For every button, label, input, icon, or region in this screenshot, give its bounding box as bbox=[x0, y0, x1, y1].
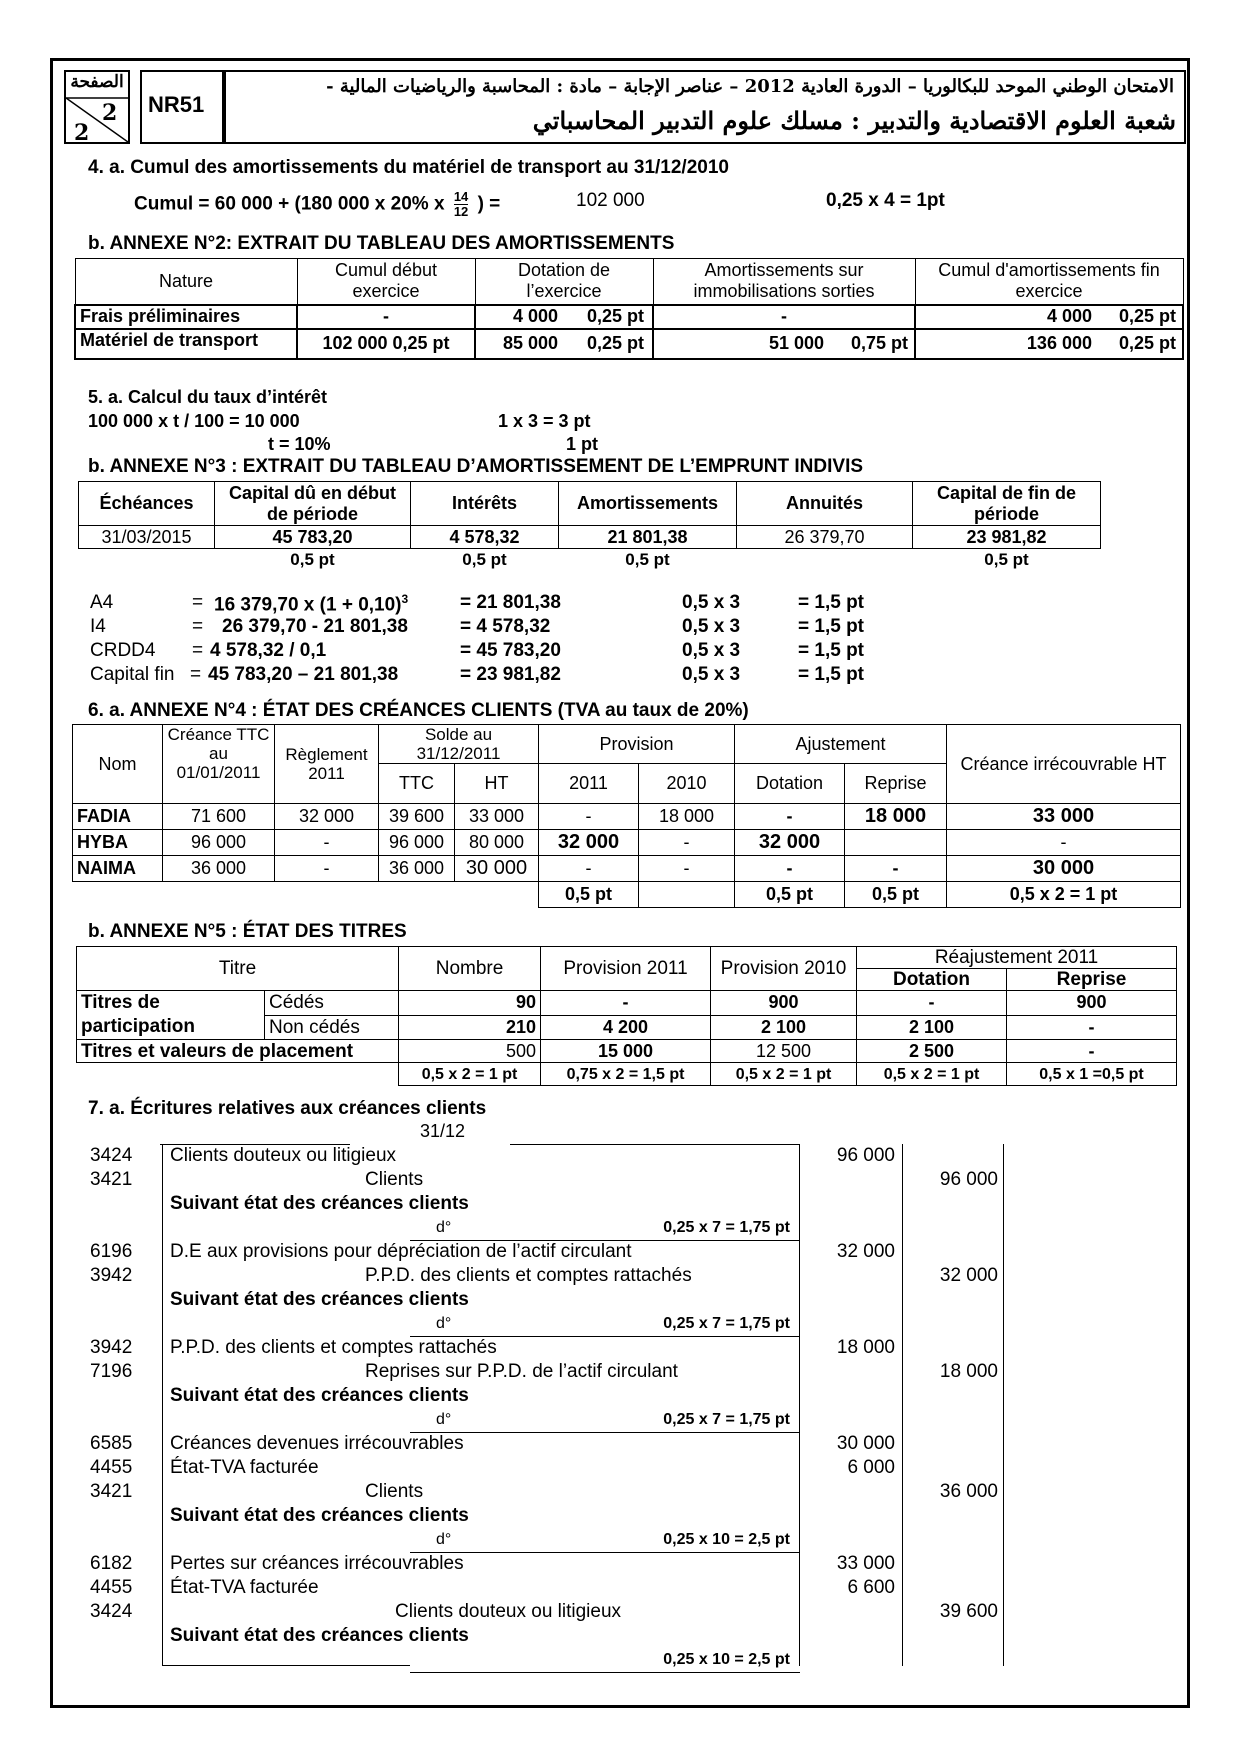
journal-account: 3942 bbox=[90, 1337, 133, 1358]
page-number-box bbox=[64, 70, 130, 144]
a4-r3-dotation: - bbox=[735, 856, 845, 882]
a5-h-nombre: Nombre bbox=[399, 947, 541, 991]
a4-r2-reprise bbox=[845, 830, 947, 856]
table-row bbox=[77, 991, 1177, 1016]
a5-h-titre: Titre bbox=[77, 947, 399, 991]
a5-r1-p2011: - bbox=[541, 991, 711, 1016]
a2-r2-fin bbox=[915, 329, 1183, 359]
a4-r2-p2011: 32 000 bbox=[539, 830, 639, 856]
a5-pt-3: 0,5 x 2 = 1 pt bbox=[711, 1063, 857, 1086]
a4-r1-p2011: - bbox=[539, 804, 639, 830]
a5-r2-reprise: - bbox=[1007, 1015, 1177, 1040]
q4-fraction bbox=[454, 190, 468, 219]
a5-pt-5: 0,5 x 1 =0,5 pt bbox=[1007, 1063, 1177, 1086]
a2-r2-cumul: 102 000 0,25 pt bbox=[297, 329, 475, 359]
a4-r3-reglement: - bbox=[275, 856, 379, 882]
a5-h-reaj: Réajustement 2011 bbox=[857, 947, 1177, 969]
a5-participation: Titres de participation bbox=[77, 991, 265, 1040]
a4-r3-ht: 30 000 bbox=[455, 856, 539, 882]
journal-account: 6585 bbox=[90, 1433, 133, 1454]
a5-h-prov2011: Provision 2011 bbox=[541, 947, 711, 991]
journal-reference: Suivant état des créances clients bbox=[170, 1385, 469, 1406]
a4-r2-dotation: 32 000 bbox=[735, 830, 845, 856]
calc-a4-res: = 21 801,38 bbox=[460, 592, 561, 613]
a3-h-echeances: Échéances bbox=[79, 482, 215, 526]
q5-eq2: t = 10% bbox=[268, 434, 331, 454]
a3-r-amortissements: 21 801,38 bbox=[559, 526, 737, 549]
a2-r2-dot-p: 0,25 pt bbox=[586, 333, 644, 353]
calc-a4-pt: = 1,5 pt bbox=[798, 592, 864, 613]
table-row bbox=[77, 1040, 1177, 1063]
a2-r1-sorties: - bbox=[653, 305, 915, 329]
a2-r1-dot-p: 0,25 pt bbox=[586, 306, 644, 326]
journal-date-line-right bbox=[510, 1144, 800, 1145]
a5-placement-p2011: 15 000 bbox=[541, 1040, 711, 1063]
journal-account: 6196 bbox=[90, 1241, 133, 1262]
journal-entry-separator bbox=[410, 1552, 800, 1553]
journal-debit: 32 000 bbox=[836, 1241, 895, 1262]
journal-credit: 39 600 bbox=[939, 1601, 998, 1622]
a4-r3-ttc: 36 000 bbox=[379, 856, 455, 882]
journal-account: 4455 bbox=[90, 1457, 133, 1478]
annexe3-table bbox=[78, 481, 1101, 571]
journal-debit: 33 000 bbox=[836, 1553, 895, 1574]
journal-ditto: d° bbox=[436, 1531, 452, 1548]
journal-ditto: d° bbox=[436, 1411, 452, 1428]
a2-r2-nature: Matériel de transport bbox=[75, 329, 297, 359]
a3-r-echeance: 31/03/2015 bbox=[79, 526, 215, 549]
q7-title: 7. a. Écritures relatives aux créances clients bbox=[88, 1098, 487, 1119]
journal-label: Créances devenues irrécouvrables bbox=[170, 1433, 464, 1454]
a4-r2-irrec: - bbox=[947, 830, 1181, 856]
a4-pt-4: 0,5 x 2 = 1 pt bbox=[947, 882, 1181, 908]
q5-eq1: 100 000 x t / 100 = 10 000 bbox=[88, 411, 300, 431]
a5-placement-reprise: - bbox=[1007, 1040, 1177, 1063]
page-label: الصفحة bbox=[70, 72, 124, 92]
journal-debit: 6 600 bbox=[847, 1577, 895, 1598]
a4-h-irrec: Créance irrécouvrable HT bbox=[947, 725, 1181, 804]
journal-account: 3424 bbox=[90, 1601, 133, 1622]
q5-title: 5. a. Calcul du taux d’intérêt bbox=[88, 387, 328, 407]
journal-debit: 6 000 bbox=[847, 1457, 895, 1478]
a2-r1-fin bbox=[915, 305, 1183, 329]
journal-label: Clients douteux ou litigieux bbox=[395, 1601, 622, 1622]
a4-h-2011: 2011 bbox=[539, 764, 639, 804]
annexe2-title: b. ANNEXE N°2: EXTRAIT DU TABLEAU DES AMORTISSEMENTS bbox=[88, 233, 675, 254]
a4-pt-1: 0,5 pt bbox=[539, 882, 639, 908]
a3-pt-3: 0,5 pt bbox=[625, 550, 670, 570]
calc-capfin-pt: = 1,5 pt bbox=[798, 664, 864, 685]
a4-pt-3: 0,5 pt bbox=[845, 882, 947, 908]
a5-r2-p2011: 4 200 bbox=[541, 1015, 711, 1040]
a4-r1-p2010: 18 000 bbox=[639, 804, 735, 830]
a3-pt-2: 0,5 pt bbox=[462, 550, 507, 570]
a3-h-amortissements: Amortissements bbox=[559, 482, 737, 526]
a5-r1-reprise: 900 bbox=[1007, 991, 1177, 1016]
a3-r-interets: 4 578,32 bbox=[411, 526, 559, 549]
journal-points: 0,25 x 7 = 1,75 pt bbox=[663, 1411, 790, 1428]
calc-a4-eq: = bbox=[192, 592, 204, 613]
calc-i4-label: I4 bbox=[90, 616, 106, 637]
a5-r2-nombre: 210 bbox=[399, 1015, 541, 1040]
journal-reference: Suivant état des créances clients bbox=[170, 1505, 469, 1526]
table-row bbox=[73, 856, 1181, 882]
annexe5-title: b. ANNEXE N°5 : ÉTAT DES TITRES bbox=[88, 921, 407, 942]
exam-title-line1: الامتحان الوطني الموحد للبكالوريا – الدورة العادية 2012 – عناصر الإجابة – مادة : المحاسبة والرياضيات المالية - bbox=[326, 76, 1174, 97]
calc-capfin-label: Capital fin bbox=[90, 664, 175, 685]
calc-crdd4-label: CRDD4 bbox=[90, 640, 156, 661]
journal-date: 31/12 bbox=[420, 1121, 466, 1141]
table-row bbox=[73, 830, 1181, 856]
a4-r1-reprise: 18 000 bbox=[845, 804, 947, 830]
a5-r2-label: Non cédés bbox=[265, 1015, 399, 1040]
a2-r2-sort-p: 0,75 pt bbox=[850, 333, 908, 353]
journal-entry-separator bbox=[410, 1672, 800, 1673]
journal-account: 3424 bbox=[90, 1145, 133, 1166]
a4-r1-irrec: 33 000 bbox=[947, 804, 1181, 830]
annexe4-title: 6. a. ANNEXE N°4 : ÉTAT DES CRÉANCES CLIENTS (TVA au taux de 20%) bbox=[88, 700, 749, 721]
journal-debit: 96 000 bbox=[836, 1145, 895, 1166]
a3-pt-4: 0,5 pt bbox=[984, 550, 1029, 570]
journal-label: Reprises sur P.P.D. de l’actif circulant bbox=[365, 1361, 678, 1382]
a4-pt-2: 0,5 pt bbox=[735, 882, 845, 908]
journal-account: 4455 bbox=[90, 1577, 133, 1598]
a4-r3-reprise: - bbox=[845, 856, 947, 882]
a4-r2-p2010: - bbox=[639, 830, 735, 856]
journal-label: État-TVA facturée bbox=[170, 1577, 319, 1598]
table-row bbox=[75, 329, 1183, 359]
journal-label: Clients douteux ou litigieux bbox=[170, 1145, 397, 1166]
a3-r-annuites: 26 379,70 bbox=[737, 526, 913, 549]
journal-points: 0,25 x 10 = 2,5 pt bbox=[663, 1651, 790, 1668]
q4-frac-den: 12 bbox=[453, 204, 469, 219]
journal-account: 6182 bbox=[90, 1553, 133, 1574]
journal-credit: 18 000 bbox=[939, 1361, 998, 1382]
annexe2-table bbox=[74, 258, 1184, 360]
a2-h-cumul: Cumul début exercice bbox=[297, 259, 475, 305]
a2-r1-dotation bbox=[475, 305, 653, 329]
calc-i4-pt: = 1,5 pt bbox=[798, 616, 864, 637]
a4-r2-creance: 96 000 bbox=[163, 830, 275, 856]
q4-frac-num: 14 bbox=[453, 189, 469, 204]
a5-r1-label: Cédés bbox=[265, 991, 399, 1016]
calc-a4-expr bbox=[214, 592, 408, 616]
a4-r3-p2010: - bbox=[639, 856, 735, 882]
a3-pt-1: 0,5 pt bbox=[290, 550, 335, 570]
journal-reference: Suivant état des créances clients bbox=[170, 1193, 469, 1214]
a4-h-ht: HT bbox=[455, 764, 539, 804]
a4-r1-creance: 71 600 bbox=[163, 804, 275, 830]
journal-account: 3421 bbox=[90, 1169, 133, 1190]
journal-final-line bbox=[162, 1665, 410, 1666]
calc-i4-expr: 26 379,70 - 21 801,38 bbox=[222, 616, 408, 637]
a5-h-prov2010: Provision 2010 bbox=[711, 947, 857, 991]
calc-a4-exponent: 3 bbox=[401, 592, 409, 606]
calc-crdd4-res: = 45 783,20 bbox=[460, 640, 561, 661]
journal-points: 0,25 x 7 = 1,75 pt bbox=[663, 1315, 790, 1332]
journal-label: Pertes sur créances irrécouvrables bbox=[170, 1553, 464, 1574]
journal-entry-separator bbox=[410, 1432, 800, 1433]
calc-capfin-eq: = bbox=[190, 664, 202, 685]
a4-r3-nom: NAIMA bbox=[73, 856, 163, 882]
calc-crdd4-expr: 4 578,32 / 0,1 bbox=[210, 640, 327, 661]
a5-r1-nombre: 90 bbox=[399, 991, 541, 1016]
q5-score1: 1 x 3 = 3 pt bbox=[498, 411, 591, 431]
a4-h-solde: Solde au 31/12/2011 bbox=[379, 725, 539, 764]
journal-label: P.P.D. des clients et comptes rattachés bbox=[170, 1337, 497, 1358]
a5-placement-p2010: 12 500 bbox=[711, 1040, 857, 1063]
a5-placement-nombre: 500 bbox=[399, 1040, 541, 1063]
q4-cumul-prefix: Cumul = 60 000 + (180 000 x 20% x bbox=[134, 193, 445, 215]
exam-code: NR51 bbox=[148, 92, 205, 117]
a5-pt-4: 0,5 x 2 = 1 pt bbox=[857, 1063, 1007, 1086]
a3-h-interets: Intérêts bbox=[411, 482, 559, 526]
journal-label: Clients bbox=[365, 1169, 424, 1190]
annexe3-title: b. ANNEXE N°3 : EXTRAIT DU TABLEAU D’AMORTISSEMENT DE L’EMPRUNT INDIVIS bbox=[88, 456, 864, 477]
a2-r1-nature: Frais préliminaires bbox=[75, 305, 297, 329]
journal-line-credit bbox=[1003, 1144, 1004, 1666]
journal-ditto: d° bbox=[436, 1315, 452, 1332]
q4-score: 0,25 x 4 = 1pt bbox=[826, 190, 945, 211]
journal-credit: 96 000 bbox=[939, 1169, 998, 1190]
journal-credit: 36 000 bbox=[939, 1481, 998, 1502]
a2-h-nature: Nature bbox=[75, 259, 297, 305]
a4-r3-creance: 36 000 bbox=[163, 856, 275, 882]
a4-h-dotation: Dotation bbox=[735, 764, 845, 804]
calc-crdd4-pt: = 1,5 pt bbox=[798, 640, 864, 661]
a4-r1-reglement: 32 000 bbox=[275, 804, 379, 830]
a4-h-ttc: TTC bbox=[379, 764, 455, 804]
a3-h-capital-debut: Capital dû en début de période bbox=[215, 482, 411, 526]
journal-label: État-TVA facturée bbox=[170, 1457, 319, 1478]
journal-ditto: d° bbox=[436, 1219, 452, 1236]
journal-reference: Suivant état des créances clients bbox=[170, 1289, 469, 1310]
journal-points: 0,25 x 10 = 2,5 pt bbox=[663, 1531, 790, 1548]
a4-r2-nom: HYBA bbox=[73, 830, 163, 856]
a5-r2-dotation: 2 100 bbox=[857, 1015, 1007, 1040]
a2-r2-sorties bbox=[653, 329, 915, 359]
a5-r1-dotation: - bbox=[857, 991, 1007, 1016]
journal-debit: 18 000 bbox=[836, 1337, 895, 1358]
calc-a4-mult: 0,5 x 3 bbox=[682, 592, 741, 613]
a5-r1-p2010: 900 bbox=[711, 991, 857, 1016]
exam-title-line2: شعبة العلوم الاقتصادية والتدبير : مسلك علوم التدبير المحاسباتي bbox=[532, 106, 1176, 135]
q4-cumul-formula bbox=[134, 190, 500, 219]
table-row bbox=[73, 804, 1181, 830]
page-current: 2 bbox=[102, 100, 118, 126]
a4-h-2010: 2010 bbox=[639, 764, 735, 804]
a4-r2-reglement: - bbox=[275, 830, 379, 856]
journal-label: P.P.D. des clients et comptes rattachés bbox=[365, 1265, 692, 1286]
journal-line-debit bbox=[902, 1144, 903, 1666]
a4-r3-p2011: - bbox=[539, 856, 639, 882]
a2-r1-dot-v: 4 000 bbox=[512, 306, 558, 326]
a4-h-nom: Nom bbox=[73, 725, 163, 804]
journal-credit: 32 000 bbox=[939, 1265, 998, 1286]
calc-i4-mult: 0,5 x 3 bbox=[682, 616, 741, 637]
calc-a4-expr-text: 16 379,70 x (1 + 0,10) bbox=[214, 594, 402, 616]
page-total: 2 bbox=[74, 120, 90, 146]
a4-r2-ht: 80 000 bbox=[455, 830, 539, 856]
journal-label: Clients bbox=[365, 1481, 424, 1502]
a2-r2-fin-v: 136 000 bbox=[1026, 333, 1092, 353]
a4-r1-nom: FADIA bbox=[73, 804, 163, 830]
a4-h-creance: Créance TTC au 01/01/2011 bbox=[163, 725, 275, 804]
journal-line-label bbox=[799, 1144, 800, 1666]
table-row bbox=[75, 305, 1183, 329]
a5-pt-2: 0,75 x 2 = 1,5 pt bbox=[541, 1063, 711, 1086]
calc-capfin-mult: 0,5 x 3 bbox=[682, 664, 741, 685]
q5-score2: 1 pt bbox=[566, 434, 599, 454]
a2-r1-cumul: - bbox=[297, 305, 475, 329]
q4-title: 4. a. Cumul des amortissements du matériel de transport au 31/12/2010 bbox=[88, 157, 729, 178]
a5-placement-dotation: 2 500 bbox=[857, 1040, 1007, 1063]
a5-h-dotation: Dotation bbox=[857, 969, 1007, 991]
q4-cumul-value: 102 000 bbox=[576, 190, 645, 211]
a4-r1-dotation: - bbox=[735, 804, 845, 830]
q4-cumul-suffix: ) = bbox=[477, 193, 501, 215]
a4-r1-ht: 33 000 bbox=[455, 804, 539, 830]
calc-i4-eq: = bbox=[192, 616, 204, 637]
a3-r-capital-debut: 45 783,20 bbox=[215, 526, 411, 549]
a4-h-reglement: Règlement 2011 bbox=[275, 725, 379, 804]
a4-r1-ttc: 39 600 bbox=[379, 804, 455, 830]
a3-h-annuites: Annuités bbox=[737, 482, 913, 526]
calc-crdd4-mult: 0,5 x 3 bbox=[682, 640, 741, 661]
a2-h-fin: Cumul d'amortissements fin exercice bbox=[915, 259, 1183, 305]
a3-h-capital-fin: Capital de fin de période bbox=[913, 482, 1101, 526]
a4-r2-ttc: 96 000 bbox=[379, 830, 455, 856]
journal-points: 0,25 x 7 = 1,75 pt bbox=[663, 1219, 790, 1236]
annexe4-table bbox=[72, 724, 1181, 908]
a2-r2-sort-v: 51 000 bbox=[768, 333, 824, 353]
a2-h-dotation: Dotation de l’exercice bbox=[475, 259, 653, 305]
a5-placement-label: Titres et valeurs de placement bbox=[77, 1040, 399, 1063]
a2-r1-fin-v: 4 000 bbox=[1046, 306, 1092, 326]
a5-pt-1: 0,5 x 2 = 1 pt bbox=[399, 1063, 541, 1086]
a2-r2-dotation bbox=[475, 329, 653, 359]
journal-debit: 30 000 bbox=[836, 1433, 895, 1454]
exam-code-box bbox=[140, 70, 224, 144]
calc-i4-res: = 4 578,32 bbox=[460, 616, 551, 637]
a2-r2-fin-p: 0,25 pt bbox=[1118, 333, 1176, 353]
journal-reference: Suivant état des créances clients bbox=[170, 1625, 469, 1646]
a4-h-ajustement: Ajustement bbox=[735, 725, 947, 764]
a2-r2-dot-v: 85 000 bbox=[502, 333, 558, 353]
journal-label: D.E aux provisions pour dépréciation de l’actif circulant bbox=[170, 1241, 632, 1262]
a4-h-provision: Provision bbox=[539, 725, 735, 764]
journal-line-left bbox=[162, 1144, 163, 1666]
calc-capfin-res: = 23 981,82 bbox=[460, 664, 561, 685]
a2-h-sorties: Amortissements sur immobilisations sorties bbox=[653, 259, 915, 305]
calc-crdd4-eq: = bbox=[192, 640, 204, 661]
calc-a4-label: A4 bbox=[90, 592, 114, 613]
journal-account: 7196 bbox=[90, 1361, 133, 1382]
annexe5-table bbox=[76, 946, 1177, 1086]
exam-title-box bbox=[224, 70, 1186, 144]
calc-capfin-expr: 45 783,20 – 21 801,38 bbox=[208, 664, 399, 685]
journal-account: 3942 bbox=[90, 1265, 133, 1286]
a5-r2-p2010: 2 100 bbox=[711, 1015, 857, 1040]
a4-r3-irrec: 30 000 bbox=[947, 856, 1181, 882]
a4-h-reprise: Reprise bbox=[845, 764, 947, 804]
a2-r1-fin-p: 0,25 pt bbox=[1118, 306, 1176, 326]
journal-account: 3421 bbox=[90, 1481, 133, 1502]
table-row bbox=[79, 526, 1101, 549]
a5-h-reprise: Reprise bbox=[1007, 969, 1177, 991]
a3-r-capital-fin: 23 981,82 bbox=[913, 526, 1101, 549]
